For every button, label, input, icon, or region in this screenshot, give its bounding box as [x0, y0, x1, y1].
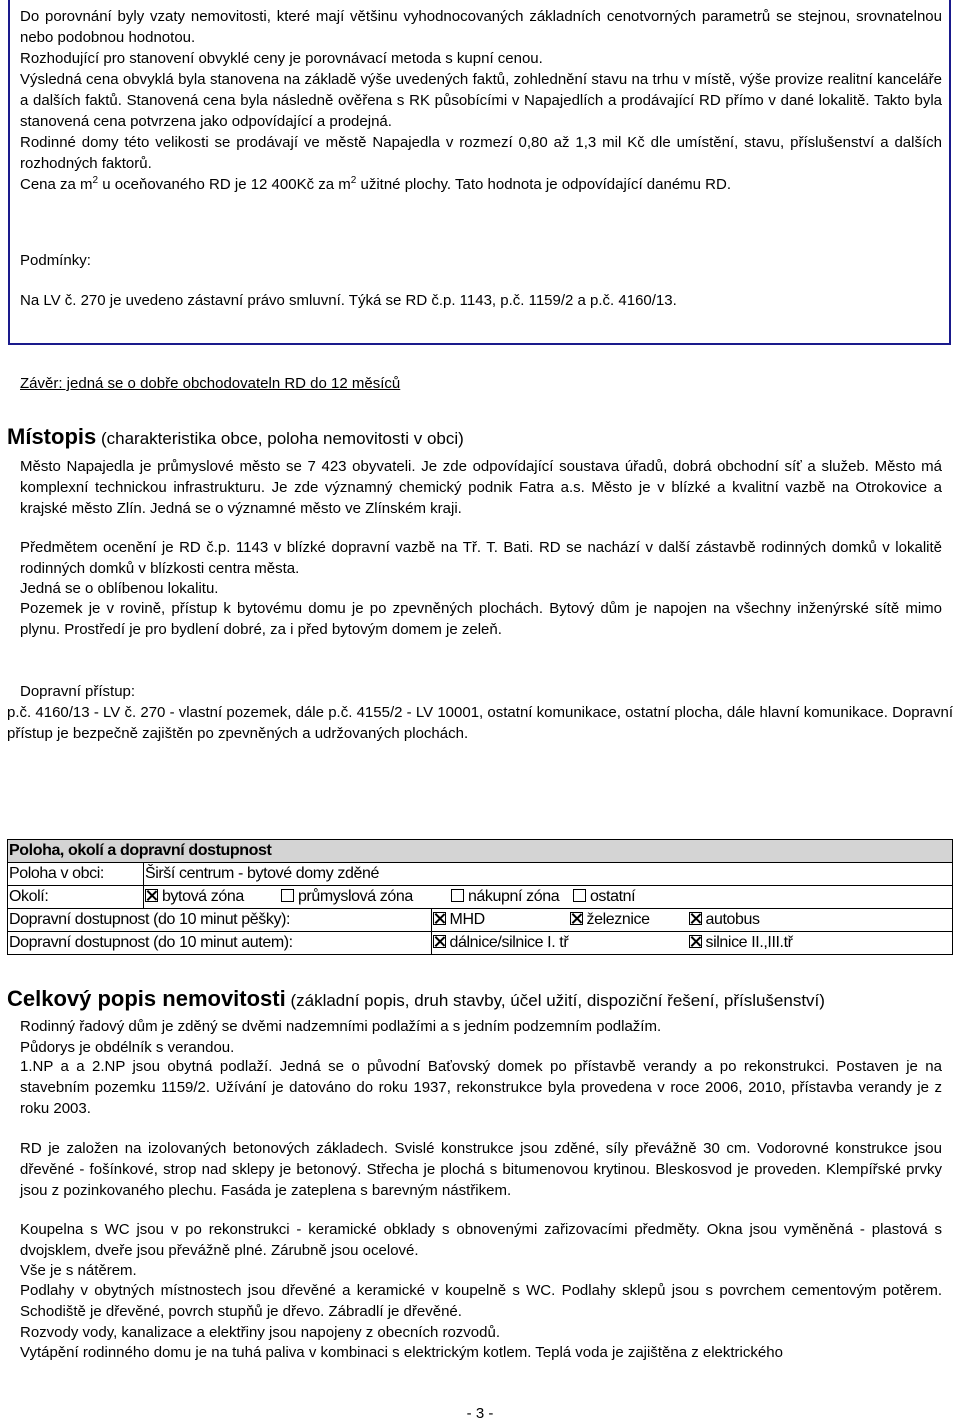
access-text: p.č. 4160/13 - LV č. 270 - vlastní pozemek, dále p.č. 4155/2 - LV 10001, ostatní komunikace, ostatní plocha, dále hlavní komunikace. Dopravní přístup je bezpečně zajištěn po zpevněných a udržovaných plochách. [7, 704, 953, 742]
mistopis-para-1: Město Napajedla je průmyslové město se 7 423 obyvateli. Je zde odpovídající soustava úřadů, dobrá obchodní síť a služeb. Město má komplexní technickou infrastrukturu. Je zde významný chemický podnik Fatra a.s. Město je v blízké a kvalitní vazbě na Otrokovice a krajské město Zlín. Jedná se o významné město ve Zlínském kraji. [20, 458, 942, 517]
checkbox-checked-icon [689, 912, 702, 925]
access-label: Dopravní přístup: [20, 683, 136, 700]
car-label: Dopravní dostupnost (do 10 minut autem): [8, 932, 432, 955]
checkbox-checked-icon [433, 912, 446, 925]
location-table-header: Poloha, okolí a dopravní dostupnost [8, 840, 953, 863]
mistopis-para-2: Předmětem ocenění je RD č.p. 1143 v blízké dopravní vazbě na Tř. T. Bati. RD se nachází v další zástavbě rodinných domků v lokalitě rodinných domků v blízkosti centra města. [20, 539, 942, 577]
mistopis-para-3: Jedná se o oblíbenou lokalitu. [20, 580, 219, 597]
description-line-6: Vše je s nátěrem. [20, 1262, 137, 1279]
conclusion: Závěr: jedná se o dobře obchodovateln RD do 12 měsíců [20, 375, 401, 392]
checkbox-checked-icon [433, 935, 446, 948]
poloha-value: Širší centrum - bytové domy zděné [143, 863, 952, 886]
checkbox-checked-icon [570, 912, 583, 925]
mistopis-heading: Místopis (charakteristika obce, poloha nemovitosti v obci) [7, 424, 464, 449]
page-number: - 3 - [466, 1405, 494, 1422]
poloha-label: Poloha v obci: [8, 863, 144, 886]
car-options [431, 932, 952, 955]
valuation-line-4: Rodinné domy této velikosti se prodávají ve městě Napajedla v rozmezí 0,80 až 1,3 mil Kč dle umístění, stavu, příslušenství a dalších rozhodných faktorů. [20, 134, 942, 172]
description-line-4: RD je založen na izolovaných betonových základech. Svislé konstrukce jsou zděné, síly převážně 30 cm. Vodorovné konstrukce jsou dřevěné - fošínkové, strop nad sklepy je betonový. Střecha je plochá s bitumenovou krytinou. Bleskosvod je proveden. Klempířské prvky jsou z pozinkovaného plechu. Fasáda je zateplena s barevným nástřikem. [20, 1140, 942, 1199]
description-line-8: Rozvody vody, kanalizace a elektřiny jsou napojeny z obecních rozvodů. [20, 1324, 500, 1341]
okoli-options [143, 886, 952, 909]
checkbox-unchecked-icon [451, 889, 464, 902]
description-line-1: Rodinný řadový dům je zděný se dvěmi nadzemními podlažími a s jedním podzemním podlažím. [20, 1018, 662, 1035]
okoli-option-prumyslova[interactable]: průmyslová zóna [281, 888, 451, 906]
okoli-option-ostatni[interactable]: ostatní [573, 888, 635, 906]
checkbox-unchecked-icon [281, 889, 294, 902]
mistopis-para-4: Pozemek je v rovině, přístup k bytovému domu je po zpevněných plochách. Bytový dům je napojen na všechny inženýrské sítě mimo plynu. Prostředí je pro bydlení dobré, za i před bytovým domem je zeleň. [20, 600, 942, 638]
description-line-9: Vytápění rodinného domu je na tuhá paliva v kombinaci s elektrickým kotlem. Teplá voda je zajištěna z elektrického [20, 1344, 783, 1361]
valuation-line-2: Rozhodující pro stanovení obvyklé ceny je porovnávací metoda s kupní cenou. [20, 50, 543, 67]
description-line-7: Podlahy v obytných místnostech jsou dřevěné a keramické v koupelně s WC. Podlahy sklepů jsou s povrchem cementovým potěrem. Schodiště je dřevěné, povrch stupňů je dřevo. Zábradlí je dřevěné. [20, 1282, 942, 1320]
price-statement: Cena za $m^2$ u oceňovaného RD je 12 400Kč za $m^2$ užitné plochy. Tato hodnota je odpovídající danému RD. [20, 175, 732, 193]
checkbox-checked-icon [689, 935, 702, 948]
car-option-silnice[interactable]: silnice II.,III.tř [689, 934, 793, 952]
description-line-3: 1.NP a a 2.NP jsou obytná podlaží. Jedná se o původní Baťovský domek po přístavbě verandy a po rekonstrukci. Postaven je na stavebním pozemku 1159/2. Užívání je datováno do roku 1937, rekonstrukce byla provedena v roce 2006, 2010, přístavba verandy je z roku 2003. [20, 1058, 942, 1117]
location-table [7, 839, 953, 955]
valuation-line-3: Výsledná cena obvyklá byla stanovena na základě výše uvedených faktů, zohlednění stavu na trhu v místě, výše provize realitní kanceláře a dalších faktů. Stanovená cena byla následně ověřena s RK působícími v Napajedlích a prodávající RD přímo v dané lokalitě. Takto byla stanovená cena potvrzena jako odpovídající a prodejná. [20, 71, 942, 130]
conditions-label: Podmínky: [20, 252, 91, 269]
okoli-option-nakupni[interactable]: nákupní zóna [451, 888, 573, 906]
walk-label: Dopravní dostupnost (do 10 minut pěšky): [8, 909, 432, 932]
walk-option-zeleznice[interactable]: železnice [570, 911, 689, 929]
valuation-line-1: Do porovnání byly vzaty nemovitosti, které mají většinu vyhodnocovaných základních cenotvorných parametrů se stejnou, srovnatelnou nebo podobnou hodnotou. [20, 8, 942, 46]
checkbox-checked-icon [145, 889, 158, 902]
description-line-5: Koupelna s WC jsou v po rekonstrukci - keramické obklady s obnovenými zařizovacími předměty. Okna jsou vyměněná - plastová s dvojsklem, dveře jsou převážně plné. Zárubně jsou ocelové. [20, 1221, 942, 1259]
car-option-dalnice[interactable]: dálnice/silnice I. tř [433, 934, 689, 952]
walk-options [431, 909, 952, 932]
okoli-label: Okolí: [8, 886, 144, 909]
walk-option-mhd[interactable]: MHD [433, 911, 570, 929]
description-line-2: Půdorys je obdélník s verandou. [20, 1039, 235, 1056]
okoli-option-bytova[interactable]: bytová zóna [145, 888, 281, 906]
checkbox-unchecked-icon [573, 889, 586, 902]
description-heading: Celkový popis nemovitosti (základní popis, druh stavby, účel užití, dispoziční řešení, příslušenství) [7, 986, 825, 1011]
conditions-text: Na LV č. 270 je uvedeno zástavní právo smluvní. Týká se RD č.p. 1143, p.č. 1159/2 a p.č. 4160/13. [20, 292, 677, 309]
walk-option-autobus[interactable]: autobus [689, 911, 760, 929]
